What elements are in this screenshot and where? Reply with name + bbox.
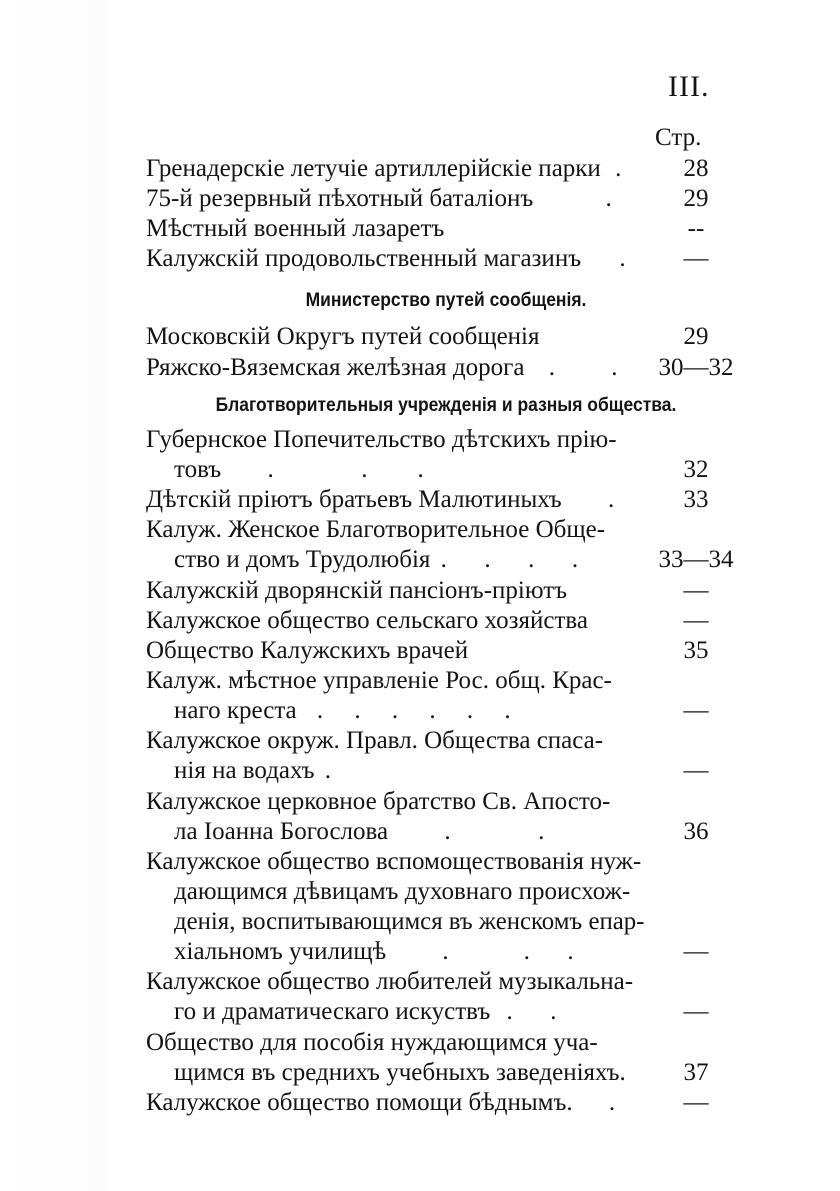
entry-text: го и драматическаго искуствъ <box>174 998 491 1025</box>
page-margin <box>0 0 108 1191</box>
leader-dots: . . <box>506 998 557 1025</box>
toc-entry <box>146 606 646 636</box>
leader-dots: . <box>608 1089 616 1116</box>
toc-entry <box>146 1088 646 1118</box>
page-number: III. <box>668 70 710 103</box>
toc-entry <box>146 636 646 666</box>
entry-page: 37 <box>683 1059 709 1086</box>
toc-entry <box>146 787 646 817</box>
entry-text: хіальномъ училищѣ <box>174 938 387 965</box>
section-heading-charity: Благотворительныя учрежденія и разныя общества. <box>215 395 677 416</box>
toc-entry <box>174 1058 644 1088</box>
leader-dots: . . <box>444 818 545 845</box>
toc-entry <box>146 666 646 696</box>
entry-page: 32 <box>683 456 709 483</box>
toc-entry <box>146 244 646 274</box>
entry-page: — <box>683 245 709 272</box>
toc-entry <box>174 937 644 967</box>
toc-entry <box>174 997 644 1027</box>
leader-dots: . <box>605 185 612 212</box>
entry-page: 36 <box>683 818 709 845</box>
entry-text: Калужское церковное братство Св. Апосто- <box>146 788 611 815</box>
entry-text: ство и домъ Трудолюбія <box>174 546 431 573</box>
entry-text: денія, воспитывающимся въ женскомъ епар- <box>174 908 645 935</box>
entry-page: — <box>683 998 709 1025</box>
entry-text: Калужское окруж. Правл. Общества спаса- <box>146 727 604 754</box>
entry-page: 33—34 <box>658 546 734 573</box>
entry-text: наго креста <box>174 697 297 724</box>
toc-entry <box>146 485 646 515</box>
entry-text: ла Іоанна Богослова <box>174 818 389 845</box>
entry-text: 75-й резервный пѣхотный баталіонъ <box>146 185 534 212</box>
entry-page: — <box>683 577 709 604</box>
toc-entry <box>174 756 644 786</box>
entry-page: 29 <box>683 185 709 212</box>
entry-text: Калужское общество любителей музыкальна- <box>146 968 634 995</box>
entry-page: 29 <box>683 323 709 350</box>
entry-page: 28 <box>683 155 709 182</box>
entry-page: 35 <box>683 637 709 664</box>
entry-text: нія на водахъ <box>174 757 315 784</box>
leader-dots: . . . <box>442 938 574 965</box>
toc-entry <box>174 696 644 726</box>
toc-entry <box>174 907 645 937</box>
entry-text: Ряжско-Вяземская желѣзная дорога <box>146 354 525 381</box>
entry-page: — <box>683 757 709 784</box>
toc-entry <box>146 847 646 877</box>
leader-dots: . . . . <box>440 546 579 573</box>
leader-dots: . <box>615 155 622 182</box>
section-heading-ministry: Министерство путей сообщенія. <box>305 290 587 311</box>
toc-entry <box>146 425 646 455</box>
entry-text: Калужское общество помощи бѣднымъ. <box>146 1089 573 1116</box>
entry-page: — <box>683 938 709 965</box>
toc-entry <box>146 967 646 997</box>
entry-text: щимся въ среднихъ учебныхъ заведеніяхъ. <box>174 1059 626 1086</box>
leader-dots: . <box>324 757 332 784</box>
page-column-label: Стр. <box>655 124 702 151</box>
entry-text: Калужскій дворянскій пансіонъ-пріютъ <box>146 577 568 604</box>
entry-text: Московскій Округъ путей сообщенія <box>146 323 540 350</box>
entry-text: Губернское Попечительство дѣтскихъ прію- <box>146 426 617 453</box>
entry-text: Калужскій продовольственный магазинъ <box>146 245 582 272</box>
leader-dots: . <box>607 486 615 513</box>
leader-dots: . . <box>548 354 618 381</box>
toc-entry <box>146 515 646 545</box>
entry-text: Калуж. мѣстное управленіе Рос. общ. Крас- <box>146 667 612 694</box>
toc-entry <box>174 877 644 907</box>
entry-text: Калуж. Женское Благотворительное Обще- <box>146 516 606 543</box>
leader-dots: . <box>619 245 626 272</box>
toc-entry <box>146 184 646 214</box>
entry-text: Общество для пособія нуждающимся уча- <box>146 1029 598 1056</box>
entry-text: Гренадерскіе летучіе артиллерійскіе парки <box>146 155 601 182</box>
toc-entry <box>174 545 644 575</box>
entry-text: Калужское общество сельскаго хозяйства <box>146 607 588 634</box>
toc-entry <box>146 726 646 756</box>
toc-entry <box>146 353 646 383</box>
entry-text: Калужское общество вспомоществованія нуж- <box>146 848 642 875</box>
entry-text: дающимся дѣвицамъ духовнаго происхож- <box>174 878 631 905</box>
entry-text: товъ <box>174 456 222 483</box>
entry-page: 33 <box>683 486 709 513</box>
entry-page: 30—32 <box>658 354 734 381</box>
toc-entry <box>174 817 644 847</box>
entry-text: Мѣстный военный лазаретъ <box>146 215 445 242</box>
entry-text: Общество Калужскихъ врачей <box>146 637 469 664</box>
entry-page: -- <box>687 215 705 242</box>
toc-entry <box>146 1028 646 1058</box>
toc-entry <box>174 455 644 485</box>
entry-text: Дѣтскій пріютъ братьевъ Малютиныхъ <box>146 486 562 513</box>
toc-entry <box>146 576 646 606</box>
entry-page: — <box>683 697 709 724</box>
toc-entry <box>146 154 646 184</box>
entry-page: — <box>683 607 709 634</box>
leader-dots: . . . <box>267 456 424 483</box>
leader-dots: . . . . . . <box>316 697 511 724</box>
toc-entry <box>146 214 646 244</box>
entry-page: — <box>683 1089 709 1116</box>
toc-entry <box>146 322 646 352</box>
